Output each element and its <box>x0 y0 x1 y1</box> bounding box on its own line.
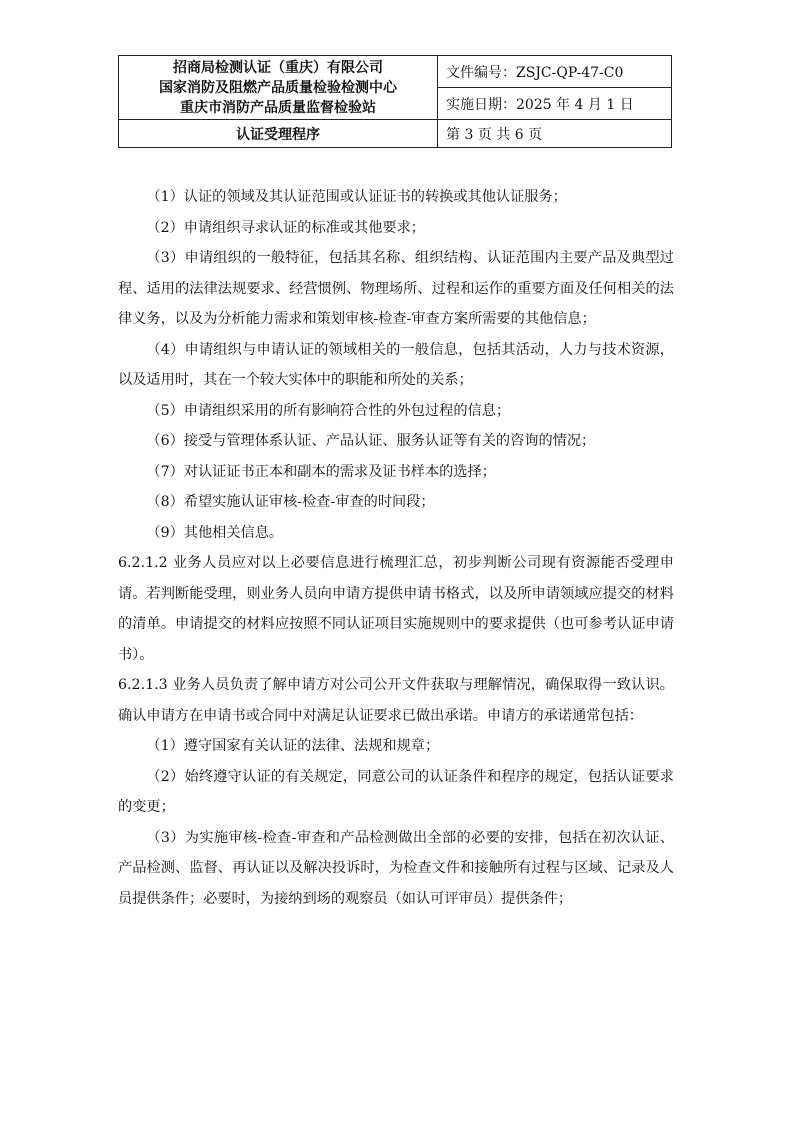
document-body <box>118 182 674 914</box>
section-6-2-1-3: 6.2.1.3 业务人员负责了解申请方对公司公开文件获取与理解情况，确保取得一致认识。确认申请方在申请书或合同中对满足认证要求已做出承诺。申请方的承诺通常包括： <box>118 677 674 724</box>
commitment-3: （3）为实施审核-检查-审查和产品检测做出全部的必要的安排，包括在初次认证、产品检测、监督、再认证以及解决投诉时，为检查文件和接触所有过程与区域、记录及人员提供条件；必要时，为接纳到场的观察员（如认可评审员）提供条件； <box>118 829 674 907</box>
commitment-2: （2）始终遵守认证的有关规定，同意公司的认证条件和程序的规定，包括认证要求的变更； <box>118 768 674 815</box>
paragraph-5: （5）申请组织采用的所有影响符合性的外包过程的信息； <box>146 402 511 419</box>
section-6-2-1-2: 6.2.1.2 业务人员应对以上必要信息进行梳理汇总，初步判断公司现有资源能否受理申请。若判断能受理，则业务人员向申请方提供申请书格式，以及所申请领域应提交的材料的清单。申请提交的材料应按照不同认证项目实施规则中的要求提供（也可参考认证申请书）。 <box>118 555 674 663</box>
paragraph-2: （2）申请组织寻求认证的标准或其他要求； <box>146 219 425 236</box>
implementation-date: 实施日期：2025 年 4 月 1 日 <box>438 88 672 120</box>
paragraph-1: （1）认证的领域及其认证范围或认证证书的转换或其他认证服务； <box>146 189 567 205</box>
document-number: 文件编号：ZSJC-QP-47-C0 <box>438 56 672 88</box>
organization-name-line-3: 重庆市消防产品质量监督检验站 <box>180 99 376 116</box>
paragraph-9: （9）其他相关信息。 <box>146 524 284 541</box>
organization-name-line-1: 招商局检测认证（重庆）有限公司 <box>173 59 383 76</box>
organization-name-line-2: 国家消防及阻燃产品质量检验检测中心 <box>159 79 397 96</box>
page-number: 第 3 页 共 6 页 <box>438 120 672 148</box>
paragraph-6: （6）接受与管理体系认证、产品认证、服务认证等有关的咨询的情况； <box>146 433 596 449</box>
organization-name-cell <box>119 56 438 120</box>
paragraph-3: （3）申请组织的一般特征，包括其名称、组织结构、认证范围内主要产品及典型过程、适用的法律法规要求、经营惯例、物理场所、过程和运作的重要方面及任何相关的法律义务，以及为分析能力需求和策划审核-检查-审查方案所需要的其他信息； <box>118 250 674 327</box>
commitment-1: （1）遵守国家有关认证的法律、法规和规章； <box>146 738 440 754</box>
paragraph-7: （7）对认证证书正本和副本的需求及证书样本的选择； <box>146 463 496 480</box>
document-title: 认证受理程序 <box>119 120 438 148</box>
paragraph-8: （8）希望实施认证审核-检查-审查的时间段； <box>146 494 435 510</box>
document-header-table <box>118 55 672 148</box>
paragraph-4: （4）申请组织与申请认证的领域相关的一般信息，包括其活动，人力与技术资源，以及适用时，其在一个较大实体中的职能和所处的关系； <box>118 341 674 388</box>
